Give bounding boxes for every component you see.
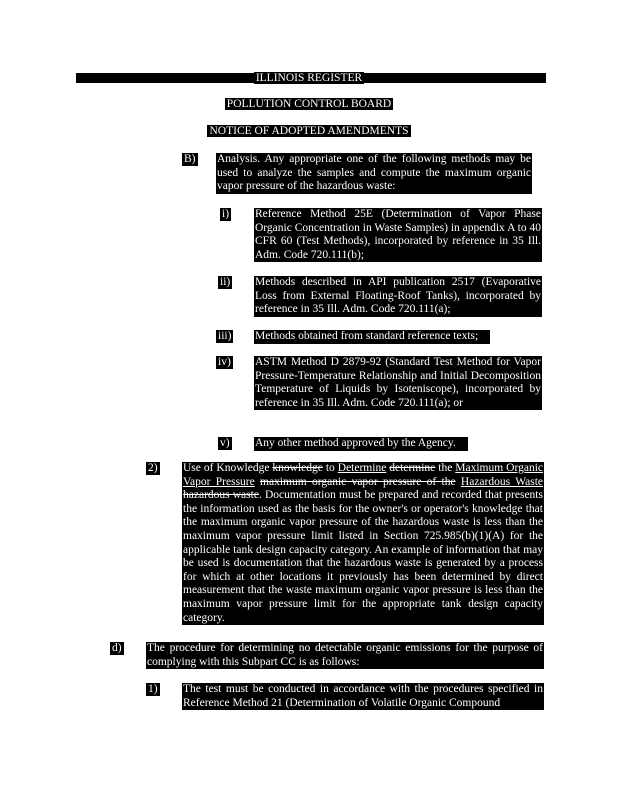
- item-2-label: 2): [148, 462, 158, 474]
- method-label: i): [222, 208, 230, 220]
- method-label: v): [220, 437, 230, 449]
- item-b-text: Analysis. Any appropriate one of the following methods may be used to analyze the samples and compute the maximum organic vapor pressure of the hazardous waste:: [217, 153, 531, 193]
- item-d-label: d): [112, 642, 122, 654]
- item-d1-label: 1): [148, 683, 158, 695]
- method-text: ASTM Method D 2879-92 (Standard Test Method for Vapor Pressure-Temperature Relationship and Initial Decomposition Temperature of Liquids by Isoteniscope), incorporated by reference in 35 Ill. Adm. Code 720.111(a); or: [255, 356, 541, 409]
- method-label: ii): [220, 276, 231, 288]
- register-title: ILLINOIS REGISTER: [255, 72, 363, 84]
- method-text: Methods obtained from standard reference texts;: [254, 330, 490, 344]
- item-d-text: The procedure for determining no detectable organic emissions for the purpose of complying with this Subpart CC is as follows:: [147, 642, 543, 668]
- board-title: POLLUTION CONTROL BOARD: [226, 98, 392, 110]
- method-text: Reference Method 25E (Determination of Vapor Phase Organic Concentration in Waste Samples) in appendix A to 40 CFR 60 (Test Methods), incorporated by reference in 35 Ill. Adm. Code 720.111(b);: [255, 208, 541, 261]
- item-2-text: Use of Knowledge knowledge to Determine determine the Maximum Organic Vapor Pressure maximum organic vapor pressure of the Hazardous Waste hazardous waste. Documentation must be prepared and recorded that presents the information used as the basis for the owner's or operator's knowledge that the maximum organic vapor pressure of the hazardous waste is less than the maximum vapor pressure limit listed in Section 725.985(b)(1)(A) for the applicable tank design capacity category. An example of information that may be used is documentation that the hazardous waste is generated by a process for which at other locations it previously has been determined by direct measurement that the waste maximum organic vapor pressure is less than the maximum vapor pressure limit for the appropriate tank design capacity category.: [183, 462, 544, 624]
- method-label: iv): [218, 356, 231, 368]
- item-b-label: B): [184, 153, 196, 165]
- method-text: Methods described in API publication 2517 (Evaporative Loss from External Floating-Roof Tanks), incorporated by reference in 35 Ill. Adm. Code 720.111(a);: [255, 276, 541, 316]
- method-text: Any other method approved by the Agency.: [254, 437, 468, 451]
- notice-title: NOTICE OF ADOPTED AMENDMENTS: [209, 125, 409, 137]
- method-label: iii): [218, 330, 232, 342]
- item-d1-text: The test must be conducted in accordance with the procedures specified in Reference Method 21 (Determination of Volatile Organic Compound: [183, 683, 543, 709]
